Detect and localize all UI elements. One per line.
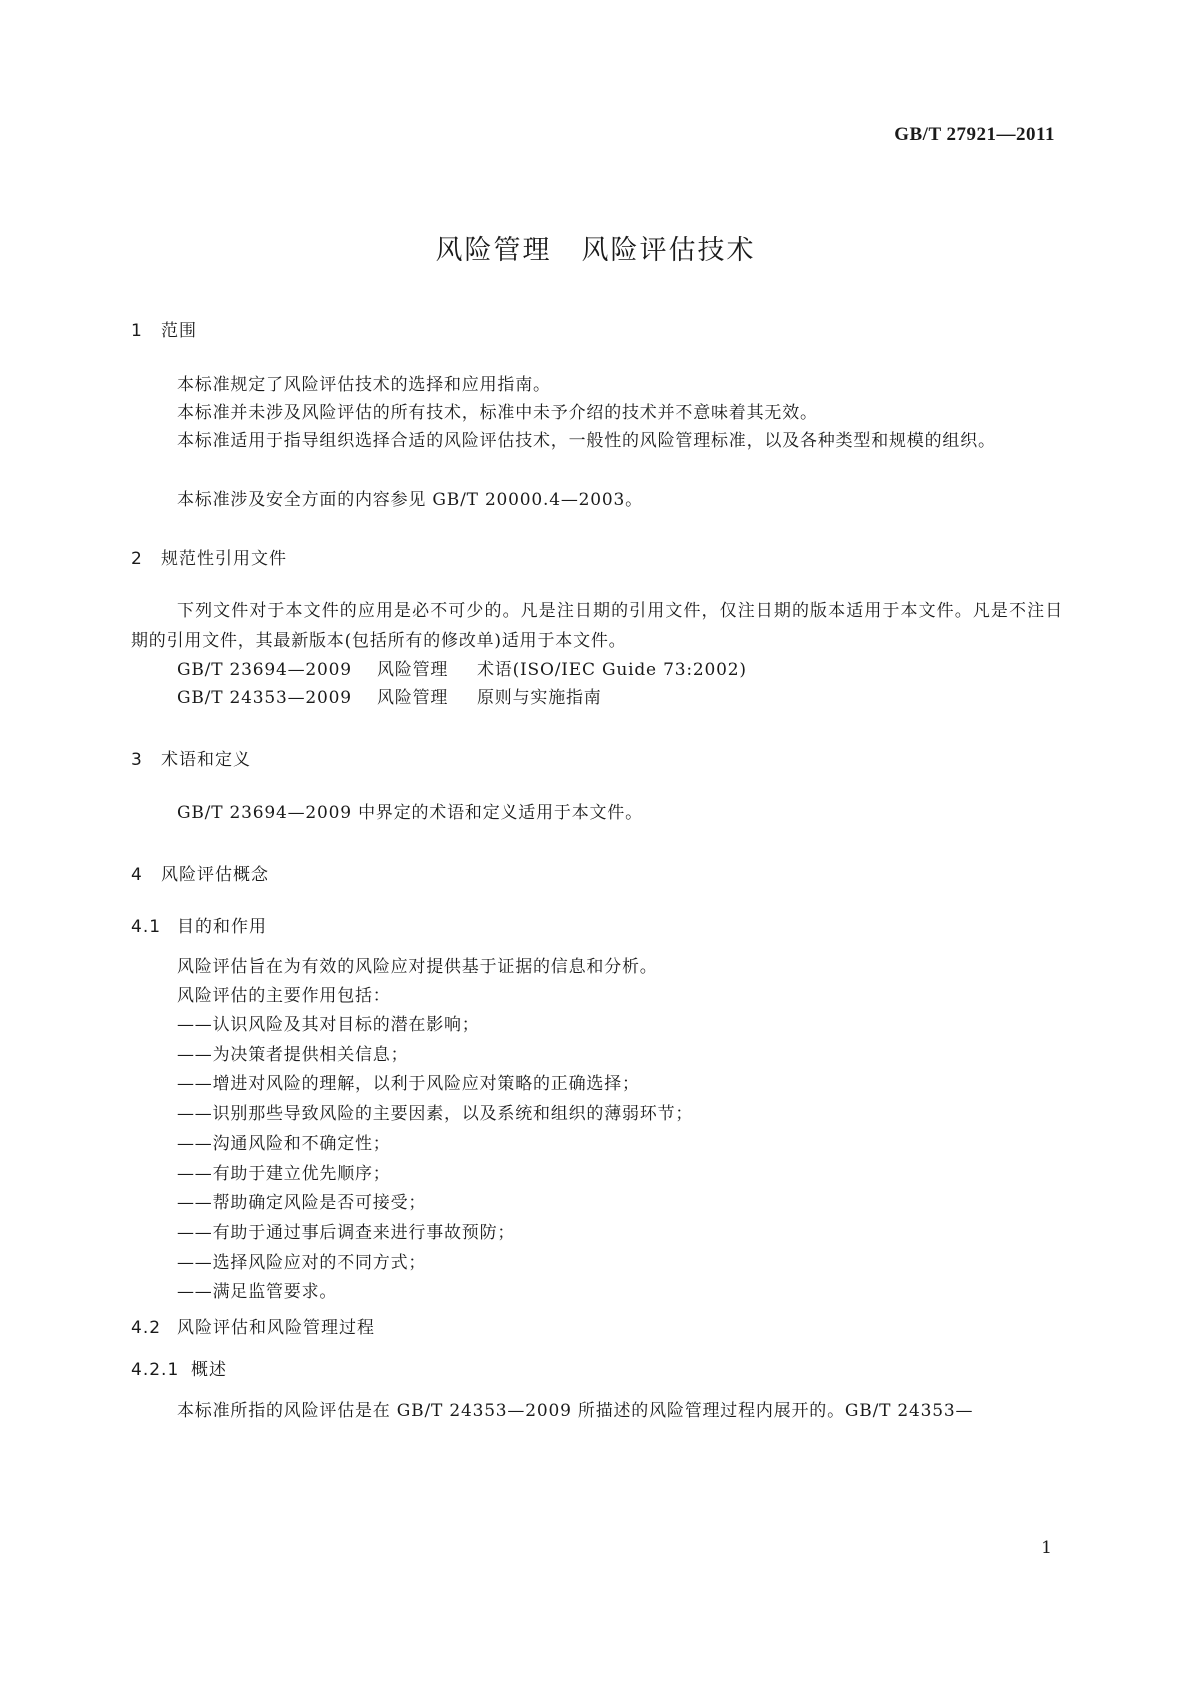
- standard-code: GB/T 27921—2011: [894, 124, 1055, 145]
- section-4-2-1-heading: [131, 1355, 227, 1380]
- section-1-paragraph-3: 本标准适用于指导组织选择合适的风险评估技术，一般性的风险管理标准，以及各种类型和规模的组织。: [177, 431, 996, 451]
- section-1-paragraph-4: 本标准涉及安全方面的内容参见 GB/T 20000.4—2003。: [177, 490, 643, 510]
- section-title: 术语和定义: [161, 750, 251, 770]
- list-item: ——为决策者提供相关信息；: [177, 1044, 409, 1065]
- section-4-2-1-text: 本标准所指的风险评估是在 GB/T 24353—2009 所描述的风险管理过程内展开的。GB/T 24353—: [177, 1401, 974, 1421]
- section-title: 目的和作用: [177, 917, 267, 937]
- section-number: 4.2.1: [131, 1360, 180, 1380]
- section-1-heading: [131, 316, 197, 341]
- list-item: ——有助于通过事后调查来进行事故预防；: [177, 1222, 516, 1243]
- reference-title: 术语(ISO/IEC Guide 73:2002): [477, 660, 747, 680]
- section-4-1-paragraph-1: 风险评估旨在为有效的风险应对提供基于证据的信息和分析。: [177, 957, 658, 977]
- section-4-1-paragraph-2: 风险评估的主要作用包括：: [177, 986, 391, 1006]
- list-item: ——认识风险及其对目标的潜在影响；: [177, 1015, 480, 1035]
- section-4-2-heading: [131, 1313, 375, 1338]
- section-title: 规范性引用文件: [161, 549, 287, 569]
- section-title: 风险评估概念: [161, 865, 269, 885]
- list-item: ——选择风险应对的不同方式；: [177, 1252, 427, 1273]
- document-title: [0, 228, 1191, 267]
- page-number: 1: [1041, 1538, 1052, 1558]
- list-item: ——增进对风险的理解，以利于风险应对策略的正确选择；: [177, 1074, 640, 1095]
- list-item: ——满足监管要求。: [177, 1282, 338, 1303]
- purpose-list: [177, 1011, 693, 1308]
- list-item: ——识别那些导致风险的主要因素，以及系统和组织的薄弱环节；: [177, 1104, 694, 1125]
- section-3-heading: [131, 745, 251, 770]
- section-number: 4: [131, 865, 143, 885]
- list-item: ——帮助确定风险是否可接受；: [177, 1193, 427, 1214]
- section-title: 风险评估和风险管理过程: [177, 1318, 375, 1338]
- section-4-1-heading: [131, 912, 267, 937]
- reference-code: GB/T 23694—2009: [177, 660, 352, 680]
- section-number: 1: [131, 321, 143, 341]
- section-number: 4.1: [131, 917, 162, 937]
- list-item: ——有助于建立优先顺序；: [177, 1163, 391, 1184]
- section-number: 4.2: [131, 1318, 162, 1338]
- section-2-intro: 下列文件对于本文件的应用是必不可少的。凡是注日期的引用文件，仅注日期的版本适用于本文件。凡是不注日期的引用文件，其最新版本(包括所有的修改单)适用于本文件。: [131, 601, 1063, 651]
- section-1-paragraph-1: 本标准规定了风险评估技术的选择和应用指南。: [177, 375, 551, 395]
- reference-code: GB/T 24353—2009: [177, 688, 352, 708]
- title-part-2: 风险评估技术: [581, 235, 756, 266]
- reference-title: 原则与实施指南: [477, 688, 602, 708]
- reference-item: [177, 683, 602, 713]
- section-title: 概述: [191, 1360, 227, 1380]
- section-3-text: GB/T 23694—2009 中界定的术语和定义适用于本文件。: [177, 803, 643, 823]
- reference-category: 风险管理: [377, 688, 449, 708]
- reference-item: [177, 655, 747, 685]
- section-number: 2: [131, 549, 143, 569]
- section-title: 范围: [161, 321, 197, 341]
- title-part-1: 风险管理: [435, 235, 552, 266]
- section-number: 3: [131, 750, 143, 770]
- section-2-heading: [131, 544, 287, 569]
- section-4-heading: [131, 860, 269, 885]
- list-item: ——沟通风险和不确定性；: [177, 1133, 391, 1154]
- section-1-paragraph-2: 本标准并未涉及风险评估的所有技术，标准中未予介绍的技术并不意味着其无效。: [177, 403, 818, 423]
- reference-category: 风险管理: [377, 660, 449, 680]
